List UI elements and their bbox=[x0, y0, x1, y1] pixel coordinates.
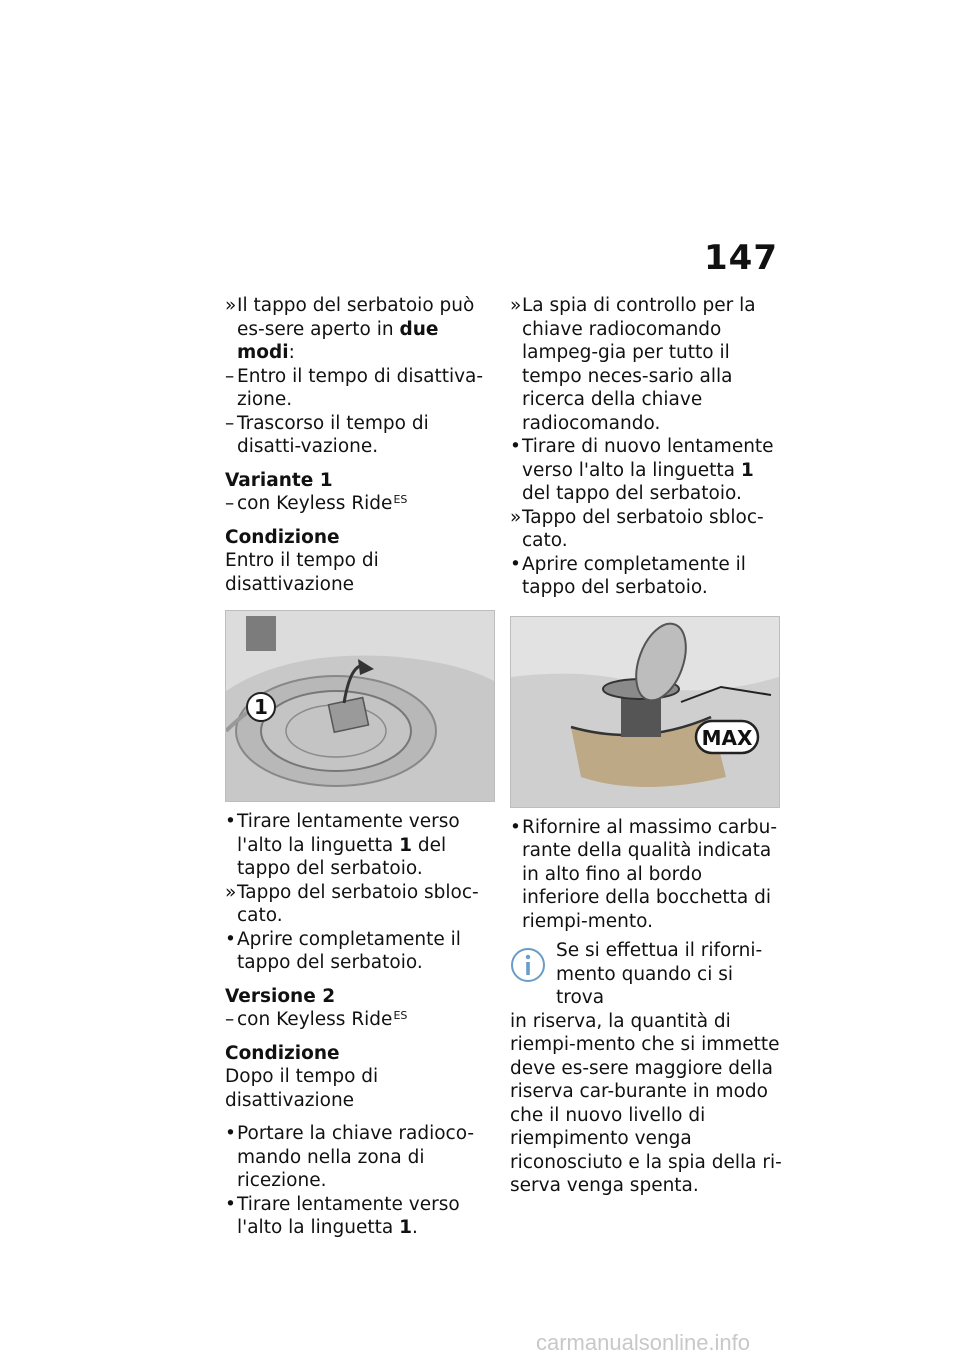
condition-text: Dopo il tempo di disattivazione bbox=[225, 1066, 379, 1111]
result-item: » Il tappo del serbatoio può es-sere aperto in due modi: bbox=[225, 295, 475, 363]
condition-heading: Condizione bbox=[225, 526, 340, 548]
version-2-heading: Versione 2 bbox=[225, 985, 336, 1007]
bullet-item: • Tirare lentamente verso l'alto la linguetta 1 del tappo del serbatoio. bbox=[225, 811, 460, 879]
right-column bbox=[510, 294, 782, 1198]
result-item: » La spia di controllo per la chiave radiocomando lampeg-gia per tutto il tempo neces-sario alla ricerca della chiave radiocomando. bbox=[510, 295, 756, 434]
result-marker: » bbox=[225, 881, 237, 903]
bullet-marker: • bbox=[510, 436, 521, 457]
bullet-marker: • bbox=[510, 553, 521, 575]
bullet-item: • Aprire completamente il tappo del serbatoio. bbox=[225, 928, 461, 973]
info-icon bbox=[510, 947, 546, 983]
condition-heading: Condizione bbox=[225, 1042, 340, 1064]
result-item: » Tappo del serbatoio sbloc-cato. bbox=[225, 881, 479, 926]
figure-callout-1: 1 bbox=[254, 695, 268, 719]
dash-item: – Trascorso il tempo di disatti-vazione. bbox=[225, 412, 429, 457]
max-label: MAX bbox=[701, 725, 753, 750]
dash-marker: – bbox=[225, 365, 235, 387]
dash-item: – con Keyless Ride$^{ES}$ bbox=[225, 1009, 408, 1030]
dash-item: – Entro il tempo di disattiva-zione. bbox=[225, 365, 484, 410]
bullet-marker: • bbox=[225, 928, 236, 950]
info-note bbox=[510, 939, 782, 1198]
bullet-marker: • bbox=[225, 1123, 236, 1144]
dash-marker: – bbox=[225, 412, 235, 434]
note-text: in riserva, la quantità di riempi-mento che si immette deve es-sere maggiore della riserva car-burante in modo che il nuovo livello di riempimento venga riconosciuto e la spia della ri-serva venga spenta. bbox=[510, 1010, 782, 1196]
bullet-item: • Portare la chiave radioco-mando nella zona di ricezione. bbox=[225, 1123, 475, 1191]
result-marker: » bbox=[510, 506, 522, 528]
condition-text: Entro il tempo di disattivazione bbox=[225, 550, 379, 595]
bullet-item: • Tirare lentamente verso l'alto la linguetta 1. bbox=[225, 1193, 460, 1238]
bullet-item: • Rifornire al massimo carbu-rante della qualità indicata in alto fino al bordo inferiore della bocchetta di riempi-mento. bbox=[510, 816, 778, 932]
fuel-filler-figure bbox=[510, 616, 780, 808]
fuel-cap-figure bbox=[225, 610, 495, 802]
note-line: mento quando ci si trova bbox=[556, 963, 734, 1008]
dash-marker: – bbox=[225, 1009, 235, 1030]
dash-item: – con Keyless Ride$^{ES}$ bbox=[225, 493, 408, 514]
variant-1-heading: Variante 1 bbox=[225, 469, 333, 491]
bullet-item: • Aprire completamente il tappo del serbatoio. bbox=[510, 553, 746, 598]
result-marker: » bbox=[225, 295, 237, 316]
left-column bbox=[225, 294, 497, 1240]
page-number: 147 bbox=[704, 238, 778, 278]
bullet-item: • Tirare di nuovo lentamente verso l'alto la linguetta 1 del tappo del serbatoio. bbox=[510, 436, 774, 504]
bullet-marker: • bbox=[510, 816, 521, 838]
dash-marker: – bbox=[225, 493, 235, 514]
note-line: Se si effettua il riforni- bbox=[556, 940, 763, 961]
bullet-marker: • bbox=[225, 1193, 236, 1215]
result-item: » Tappo del serbatoio sbloc-cato. bbox=[510, 506, 764, 551]
result-marker: » bbox=[510, 295, 522, 316]
bullet-marker: • bbox=[225, 811, 236, 832]
watermark: carmanualsonline.info bbox=[536, 1330, 751, 1355]
